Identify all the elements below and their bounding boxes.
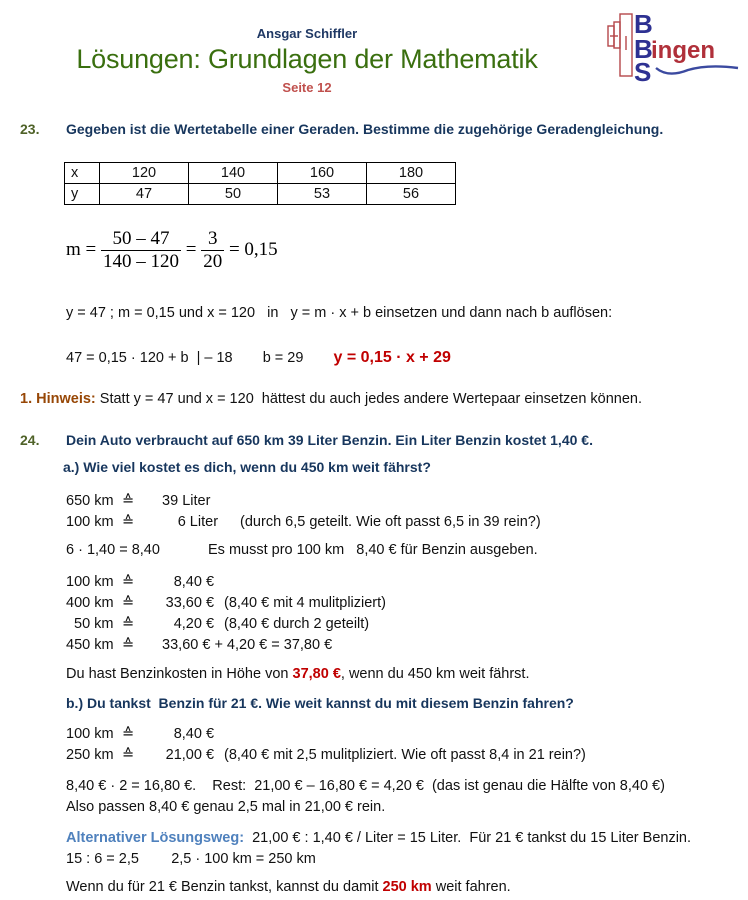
answer-value: 250 km [382, 879, 432, 895]
note: (8,40 € durch 2 geteilt) [224, 616, 370, 632]
equivalence-row [66, 635, 386, 656]
corresponds-symbol: ≙ [122, 726, 135, 742]
formula-result: = 0,15 [228, 238, 278, 260]
line-equation-result: y = 0,15 · x + 29 [333, 349, 451, 366]
amount: 4,20 € [173, 616, 215, 632]
task-23-question: Gegeben ist die Wertetabelle einer Geraden. Bestimme die zugehörige Geradengleichung. [66, 121, 664, 137]
note: (durch 6,5 geteilt. Wie oft passt 6,5 in 39 rein?) [240, 514, 541, 530]
rest-line: 8,40 € · 2 = 16,80 €. Rest: 21,00 € – 16,80 € = 4,20 € (das ist genau die Hälfte von 8,40 €) [66, 778, 665, 794]
answer-value: 37,80 € [292, 666, 341, 682]
equivalence-row [66, 745, 586, 766]
table-cell: 56 [367, 184, 456, 205]
amount: 6 Liter [177, 514, 219, 530]
corresponds-symbol: ≙ [122, 637, 135, 653]
fraction-denominator: 140 – 120 [103, 251, 179, 272]
document-title: Lösungen: Grundlagen der Mathematik [76, 44, 538, 74]
formula-lhs: m = [66, 238, 97, 260]
table-cell: 47 [100, 184, 189, 205]
distance: 400 km [66, 595, 114, 611]
part-b-question: b.) Du tankst Benzin für 21 €. Wie weit kannst du mit diesem Benzin fahren? [66, 695, 574, 711]
logo-letter-s: S [634, 57, 652, 82]
table-cell: 50 [189, 184, 278, 205]
corresponds-symbol: ≙ [122, 574, 135, 590]
fraction-difference [101, 228, 181, 273]
price-note: Es musst pro 100 km 8,40 € für Benzin ausgeben. [208, 542, 538, 558]
part-a-block-2 [66, 572, 386, 656]
equivalence-row [66, 614, 386, 635]
logo-letter-b1: B [634, 9, 653, 39]
part-a-block-1 [66, 491, 541, 533]
part-b-answer [66, 879, 511, 895]
amount: 33,60 € [165, 595, 215, 611]
also-line: Also passen 8,40 € genau 2,5 mal in 21,00 € rein. [66, 799, 386, 815]
bbs-bingen-logo [598, 6, 748, 82]
fraction-numerator: 3 [201, 228, 224, 251]
logo-wave [656, 66, 738, 73]
equivalence-row [66, 724, 586, 745]
logo-letter-b2: B [634, 34, 653, 64]
equivalence-row [66, 593, 386, 614]
equivalence-row [66, 491, 541, 512]
table-cell: 160 [278, 163, 367, 184]
equivalence-row [66, 512, 541, 533]
corresponds-symbol: ≙ [122, 493, 135, 509]
corresponds-symbol: ≙ [122, 595, 135, 611]
amount: 8,40 € [173, 574, 215, 590]
amount: 21,00 € [165, 747, 215, 763]
table-row-x [65, 163, 456, 184]
logo-graphic [598, 6, 748, 82]
part-b-block [66, 724, 586, 766]
answer-text: Du hast Benzinkosten in Höhe von [66, 666, 293, 682]
solve-calc: 47 = 0,15 · 120 + b | – 18 [66, 350, 233, 366]
slope-formula [66, 228, 278, 273]
distance: 100 km [66, 574, 114, 590]
table-cell: 180 [367, 163, 456, 184]
distance: 100 km [66, 514, 114, 530]
price-calc-line [66, 542, 538, 558]
value-table [64, 162, 456, 205]
task-number-24: 24. [20, 432, 40, 448]
corresponds-symbol: ≙ [122, 747, 135, 763]
alternative-calc: 15 : 6 = 2,5 2,5 · 100 km = 250 km [66, 851, 316, 867]
corresponds-symbol: ≙ [122, 616, 135, 632]
part-a-answer [66, 666, 529, 682]
hint-text: Statt y = 47 und x = 120 hättest du auch jedes andere Wertepaar einsetzen können. [99, 391, 643, 407]
part-b-rest [66, 776, 665, 818]
alternative-label: Alternativer Lösungsweg: [66, 830, 245, 846]
equivalence-row [66, 572, 386, 593]
amount: 33,60 € + 4,20 € = 37,80 € [162, 637, 333, 653]
table-cell: 120 [100, 163, 189, 184]
note: (8,40 € mit 2,5 mulitpliziert. Wie oft passt 8,4 in 21 rein?) [224, 747, 586, 763]
substitution-line: y = 47 ; m = 0,15 und x = 120 in y = m · x + b einsetzen und dann nach b auflösen: [66, 305, 613, 321]
table-row-label: x [65, 163, 100, 184]
alternative-solution [66, 828, 691, 870]
corresponds-symbol: ≙ [122, 514, 135, 530]
task-number-23: 23. [20, 121, 40, 137]
table-cell: 140 [189, 163, 278, 184]
distance: 50 km [74, 616, 114, 632]
distance: 250 km [66, 747, 114, 763]
hint-line [20, 391, 642, 407]
table-cell: 53 [278, 184, 367, 205]
answer-text: , wenn du 450 km weit fährst. [340, 666, 530, 682]
distance: 100 km [66, 726, 114, 742]
logo-word-ingen: ingen [651, 37, 715, 64]
price-calc: 6 · 1,40 = 8,40 [66, 542, 160, 558]
note: (8,40 € mit 4 mulitpliziert) [224, 595, 386, 611]
fraction-denominator: 20 [203, 251, 223, 272]
distance: 450 km [66, 637, 114, 653]
fraction-numerator: 50 – 47 [101, 228, 181, 251]
distance: 650 km [66, 493, 114, 509]
alternative-text: 21,00 € : 1,40 € / Liter = 15 Liter. Für 21 € tankst du 15 Liter Benzin. [244, 830, 692, 846]
solve-b-line [66, 349, 451, 367]
b-value: b = 29 [262, 350, 304, 366]
answer-text: weit fahren. [431, 879, 511, 895]
task-24-question: Dein Auto verbraucht auf 650 km 39 Liter Benzin. Ein Liter Benzin kostet 1,40 €. [66, 432, 593, 448]
amount: 39 Liter [162, 493, 211, 509]
part-a-question: a.) Wie viel kostet es dich, wenn du 450 km weit fährst? [63, 459, 431, 475]
page-number: Seite 12 [282, 80, 332, 95]
table-row-y [65, 184, 456, 205]
fraction-simplified [201, 228, 224, 273]
formula-equals: = [185, 238, 197, 260]
table-row-label: y [65, 184, 100, 205]
author-name: Ansgar Schiffler [256, 26, 358, 41]
hint-label: 1. Hinweis: [20, 391, 96, 407]
amount: 8,40 € [173, 726, 215, 742]
answer-text: Wenn du für 21 € Benzin tankst, kannst du damit [66, 879, 383, 895]
